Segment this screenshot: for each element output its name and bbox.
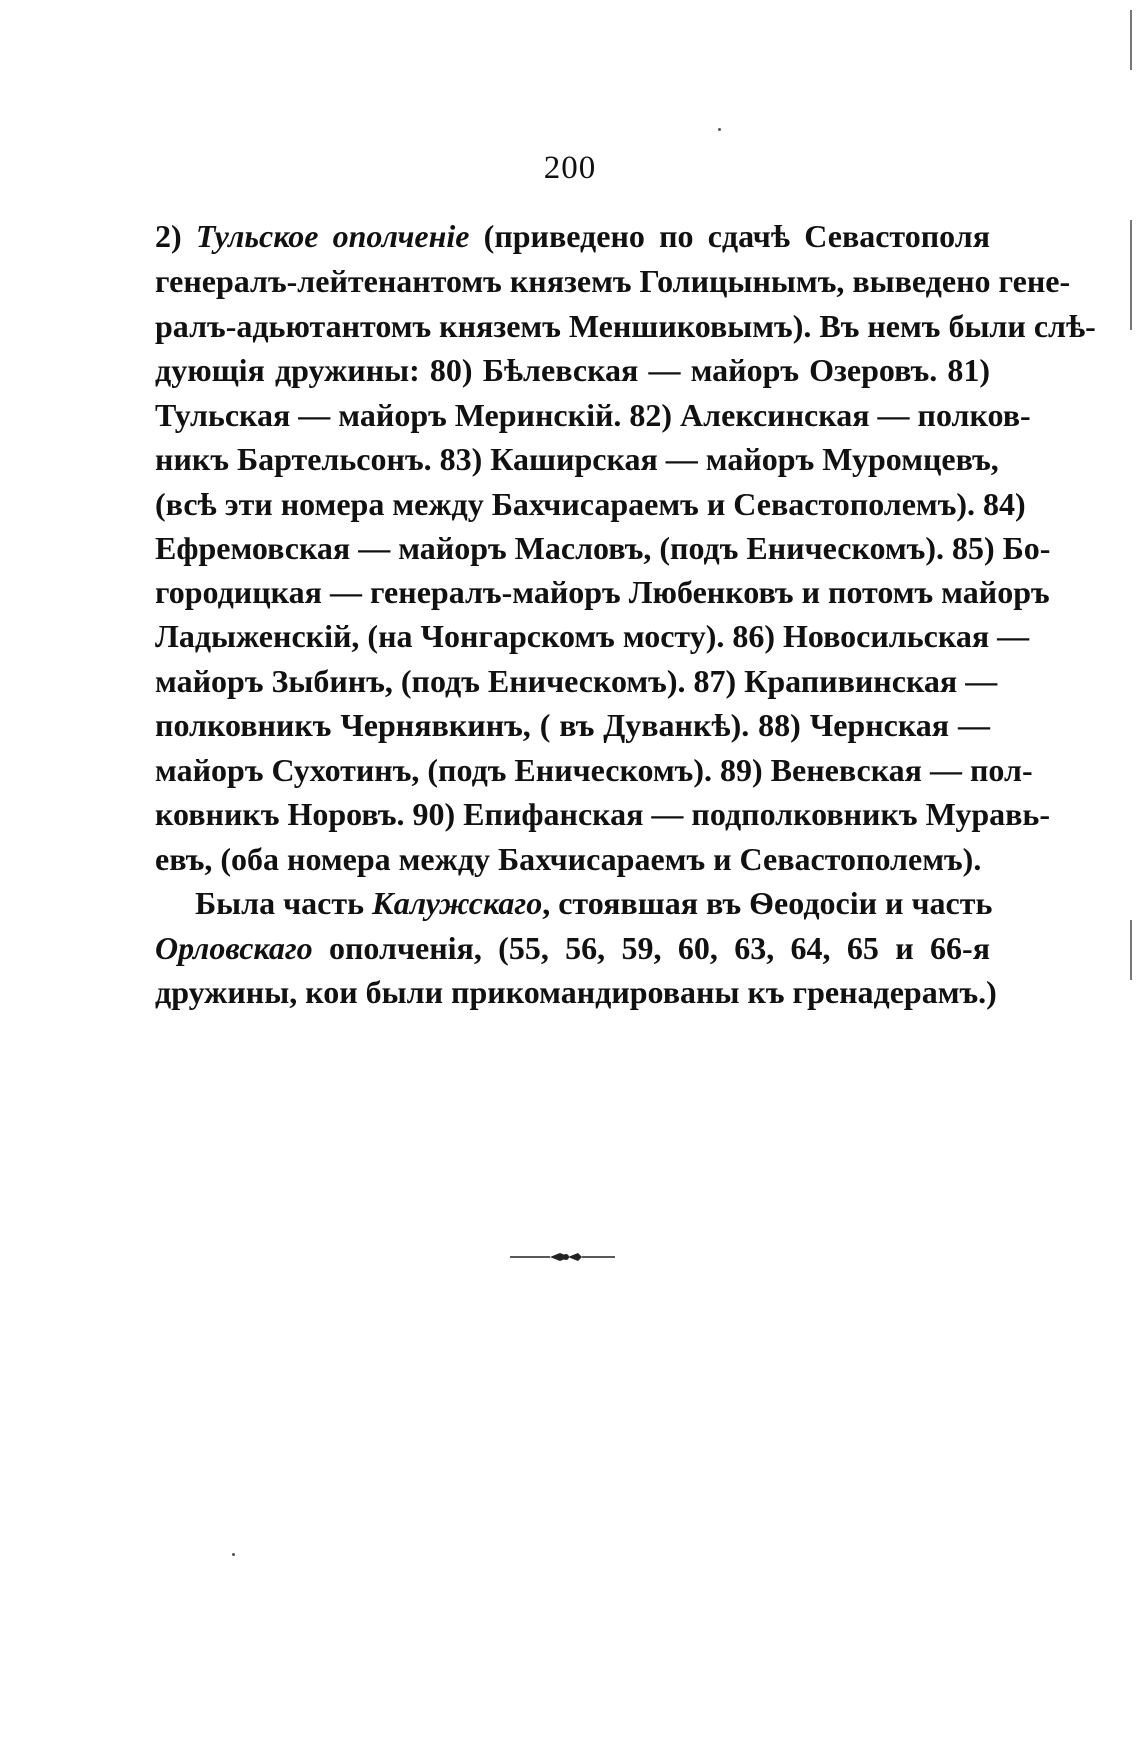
text-line bbox=[155, 614, 1030, 658]
scan-edge-mark bbox=[1130, 10, 1132, 70]
text-line bbox=[155, 437, 999, 481]
text-line bbox=[155, 259, 1071, 303]
text-line bbox=[155, 659, 998, 703]
text-span: майоръ Зыбинъ, (подъ Еническомъ). 87) Крапивинская — bbox=[155, 663, 998, 699]
text-span: полковникъ Чернявкинъ, ( въ Дуванкѣ). 88) Чернская — bbox=[155, 707, 990, 743]
text-line bbox=[155, 214, 990, 258]
end-ornament bbox=[510, 1250, 620, 1264]
text-span: ковникъ Норовъ. 90) Епифанская — подполковникъ Муравь- bbox=[155, 796, 1050, 832]
text-span: , стоявшая въ Ѳеодосіи и часть bbox=[542, 885, 993, 921]
text-span: Тульская — майоръ Меринскій. 82) Алексинская — полков- bbox=[155, 397, 1031, 433]
text-line bbox=[195, 881, 993, 925]
text-span: (приведено по сдачѣ Севастополя bbox=[469, 218, 990, 254]
text-span: Была часть bbox=[195, 885, 372, 921]
page-number: 200 bbox=[543, 150, 597, 186]
scan-speck bbox=[232, 1553, 235, 1556]
text-span: ралъ-адьютантомъ княземъ Меншиковымъ). Въ немъ были слѣ- bbox=[155, 308, 1096, 344]
scan-speck bbox=[718, 128, 721, 131]
text-line bbox=[155, 570, 1050, 614]
italic-text: Тульское ополченіе bbox=[195, 218, 470, 254]
text-line bbox=[155, 526, 1051, 570]
text-span: городицкая — генералъ-майоръ Любенковъ и потомъ майоръ bbox=[155, 574, 1050, 610]
text-span: дующія дружины: 80) Бѣлевская — майоръ Озеровъ. 81) bbox=[155, 352, 990, 388]
text-span: Ладыженскій, (на Чонгарскомъ мосту). 86) Новосильская — bbox=[155, 618, 1030, 654]
italic-text: Калужскаго bbox=[371, 885, 543, 921]
text-span: Ефремовская — майоръ Масловъ, (подъ Еническомъ). 85) Бо- bbox=[155, 530, 1051, 566]
text-line bbox=[155, 926, 990, 970]
text-line bbox=[155, 304, 1096, 348]
text-span: (всѣ эти номера между Бахчисараемъ и Севастополемъ). 84) bbox=[155, 486, 1026, 522]
scan-edge-mark bbox=[1130, 920, 1132, 980]
text-span: евъ, (оба номера между Бахчисараемъ и Севастополемъ). bbox=[155, 841, 982, 877]
text-span: дружины, кои были прикомандированы къ гренадерамъ.) bbox=[155, 974, 997, 1010]
text-line bbox=[155, 348, 990, 392]
text-span: майоръ Сухотинъ, (подъ Еническомъ). 89) Веневская — пол- bbox=[155, 752, 1033, 788]
text-line bbox=[155, 703, 990, 747]
text-line bbox=[155, 792, 1050, 836]
text-line bbox=[155, 393, 1031, 437]
text-span: генералъ-лейтенантомъ княземъ Голицынымъ, выведено гене- bbox=[155, 263, 1071, 299]
text-span: 2) bbox=[155, 218, 196, 254]
italic-text: Орловскаго bbox=[155, 930, 313, 966]
text-span: ополченія, (55, 56, 59, 60, 63, 64, 65 и 66-я bbox=[312, 930, 990, 966]
text-line bbox=[155, 482, 1026, 526]
text-span: никъ Бартельсонъ. 83) Каширская — майоръ Муромцевъ, bbox=[155, 441, 999, 477]
text-line bbox=[155, 970, 997, 1014]
text-line bbox=[155, 748, 1033, 792]
text-line bbox=[155, 837, 990, 881]
scan-edge-mark bbox=[1130, 220, 1132, 330]
